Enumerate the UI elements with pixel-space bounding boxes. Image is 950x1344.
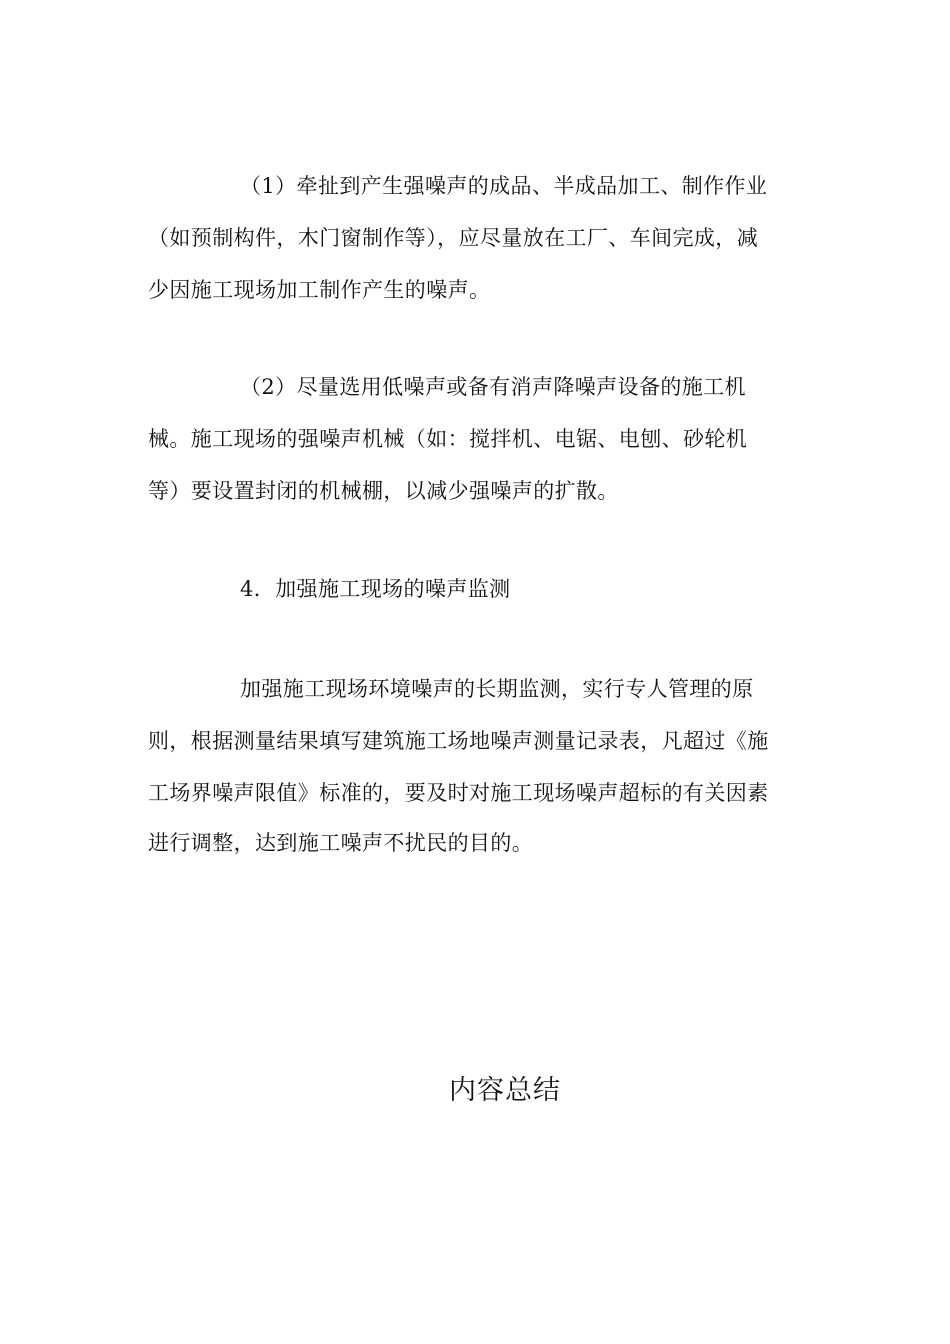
paragraph-3-line-1: 加强施工现场环境噪声的长期监测，实行专人管理的原 xyxy=(240,677,754,701)
section-heading-4: 4．加强施工现场的噪声监测 xyxy=(240,577,511,601)
paragraph-1-line-1: （1）牵扯到产生强噪声的成品、半成品加工、制作作业 xyxy=(240,174,768,198)
paragraph-1-line-3: 少因施工现场加工制作产生的噪声。 xyxy=(148,278,491,302)
paragraph-2-line-3: 等）要设置封闭的机械棚，以减少强噪声的扩散。 xyxy=(148,479,619,503)
paragraph-1-line-2: （如预制构件，木门窗制作等），应尽量放在工厂、车间完成，减 xyxy=(148,226,759,250)
paragraph-2-line-1: （2）尽量选用低噪声或备有消声降噪声设备的施工机 xyxy=(240,375,746,399)
paragraph-3-line-4: 进行调整，达到施工噪声不扰民的目的。 xyxy=(148,831,534,855)
summary-title: 内容总结 xyxy=(449,1075,561,1106)
paragraph-3-line-3: 工场界噪声限值》标准的，要及时对施工现场噪声超标的有关因素 xyxy=(148,781,769,805)
paragraph-2-line-2: 械。施工现场的强噪声机械（如：搅拌机、电锯、电刨、砂轮机 xyxy=(148,427,748,451)
paragraph-3-line-2: 则，根据测量结果填写建筑施工场地噪声测量记录表，凡超过《施 xyxy=(148,729,769,753)
